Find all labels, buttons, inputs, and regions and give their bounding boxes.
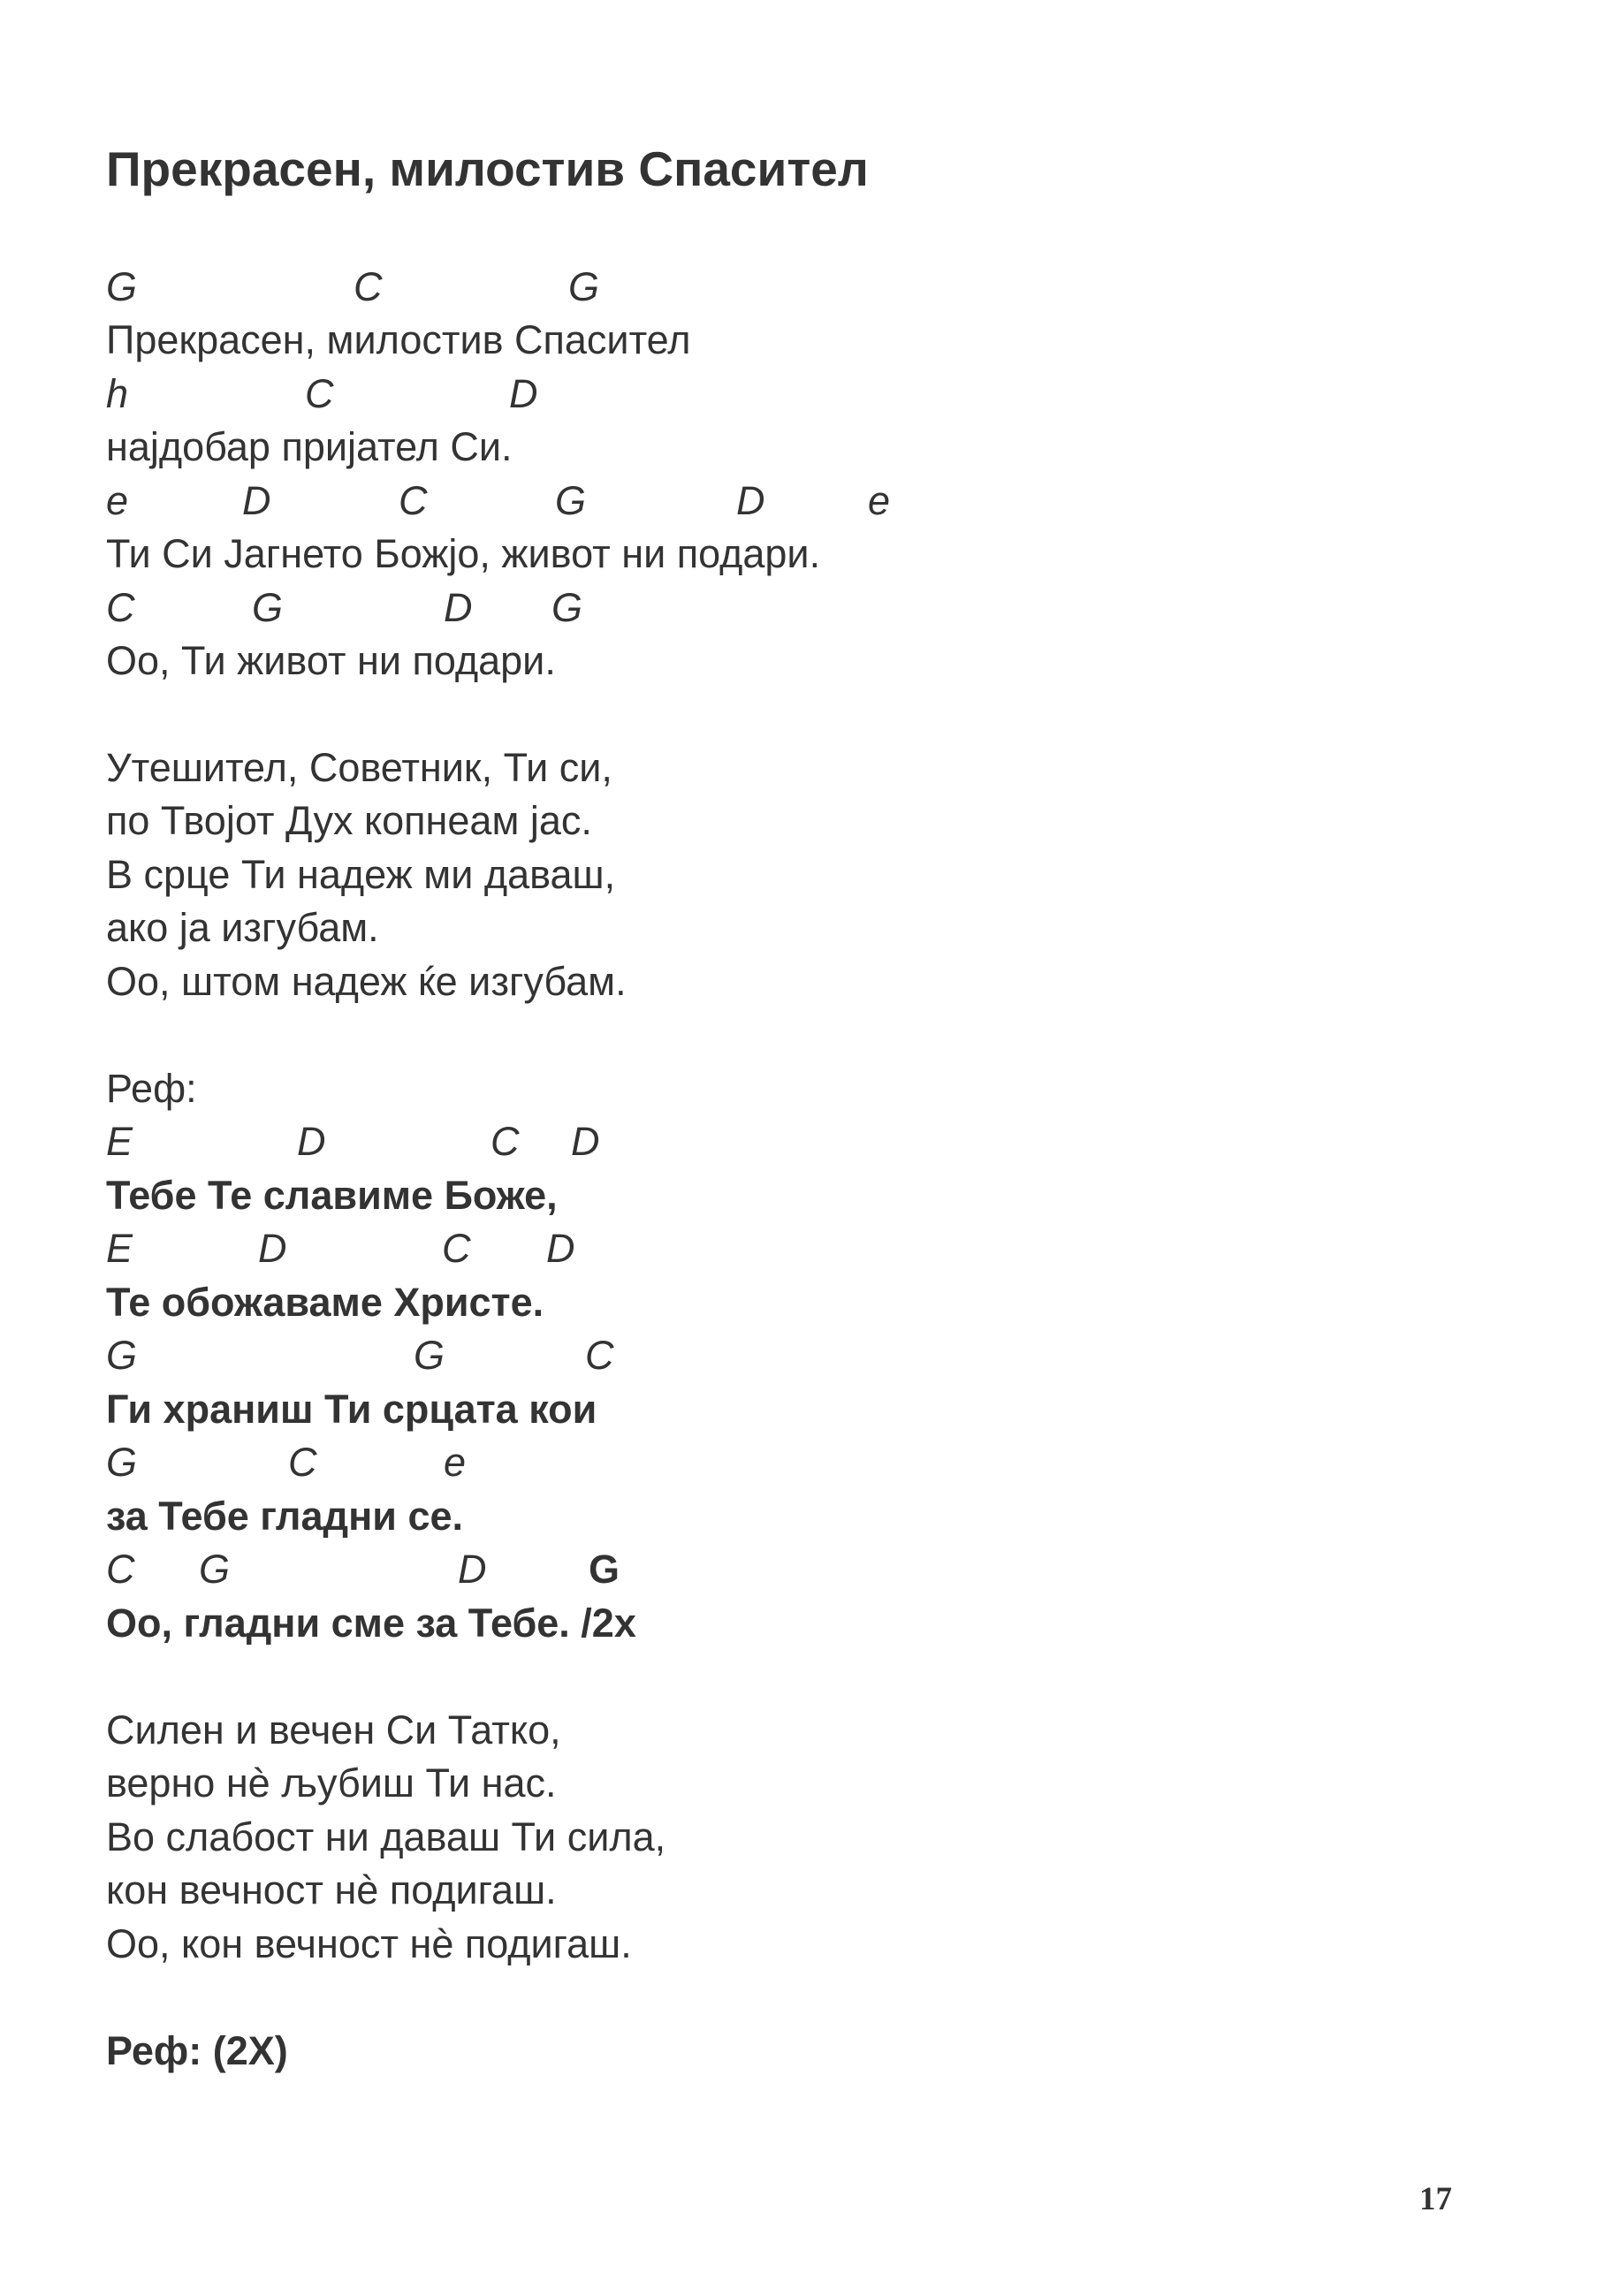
chord: D xyxy=(242,478,271,523)
chord: G xyxy=(106,264,138,309)
chord: D xyxy=(297,1119,326,1164)
chord: G xyxy=(555,478,587,523)
chord: G xyxy=(106,1333,138,1378)
chord: D xyxy=(571,1119,600,1164)
lyric-line: најдобар пријател Си. xyxy=(106,424,513,469)
chord: G xyxy=(252,585,284,630)
page-number: 17 xyxy=(1419,2181,1452,2217)
chord-row xyxy=(0,1335,1597,1380)
lyric-line: верно нè љубиш Ти нас. xyxy=(106,1760,557,1806)
chord: e xyxy=(106,478,129,523)
chord: C xyxy=(288,1440,317,1485)
chord: D xyxy=(458,1547,487,1592)
lyric-line: ако ја изгубам. xyxy=(106,905,379,950)
chord: e xyxy=(444,1440,467,1485)
lyric-line: Ги храниш Ти срцата кои xyxy=(106,1387,597,1432)
chord: G xyxy=(568,264,600,309)
chord: C xyxy=(106,585,135,630)
lyric-line: Оо, гладни сме за Тебе. /2x xyxy=(106,1600,636,1646)
chord: G xyxy=(551,585,583,630)
lyric-line: Оо, кон вечност нè подигаш. xyxy=(106,1921,632,1966)
chord-row xyxy=(0,1228,1597,1273)
chord: C xyxy=(491,1119,520,1164)
chord: G xyxy=(589,1547,620,1592)
lyric-line: по Твојот Дух копнеам јас. xyxy=(106,798,592,843)
chord: C xyxy=(399,478,428,523)
chord-row xyxy=(0,1442,1597,1486)
chord: C xyxy=(106,1547,135,1592)
chord-row xyxy=(0,478,1597,525)
refrain-label: Реф: xyxy=(106,1066,197,1111)
chord: D xyxy=(444,585,473,630)
lyric-line: Те обожаваме Христе. xyxy=(106,1280,544,1325)
lyric-line: Оо, штом надеж ќе изгубам. xyxy=(106,959,627,1004)
chord: D xyxy=(258,1226,287,1271)
chord: E xyxy=(106,1226,133,1271)
chord: C xyxy=(305,371,334,416)
chord: C xyxy=(354,264,383,309)
lyric-line: Силен и вечен Си Татко, xyxy=(106,1707,561,1752)
chord-row xyxy=(0,585,1597,632)
chord: G xyxy=(199,1547,231,1592)
chord-row xyxy=(0,1549,1597,1593)
chord: C xyxy=(442,1226,471,1271)
song-title: Прекрасен, милостив Спасител xyxy=(106,141,869,196)
lyric-line: Прекрасен, милостив Спасител xyxy=(106,317,691,362)
lyric-line: Во слабост ни даваш Ти сила, xyxy=(106,1814,666,1859)
chord-row xyxy=(0,264,1597,311)
chord: e xyxy=(868,478,891,523)
chord: G xyxy=(106,1440,138,1485)
chord-row xyxy=(0,1121,1597,1166)
chord: E xyxy=(106,1119,133,1164)
chord-row xyxy=(0,371,1597,418)
lyric-line: кон вечност нè подигаш. xyxy=(106,1867,557,1912)
lyric-line: Оо, Ти живот ни подари. xyxy=(106,638,556,683)
lyric-line: В срце Ти надеж ми даваш, xyxy=(106,852,616,897)
chord: C xyxy=(585,1333,614,1378)
refrain-repeat: Реф: (2X) xyxy=(106,2028,288,2073)
chord: D xyxy=(546,1226,575,1271)
chord: G xyxy=(414,1333,445,1378)
chord: D xyxy=(509,371,538,416)
lyric-line: Утешител, Советник, Ти си, xyxy=(106,745,612,790)
chord: D xyxy=(736,478,765,523)
chord: h xyxy=(106,371,129,416)
lyric-line: Ти Си Јагнето Божјо, живот ни подари. xyxy=(106,531,821,576)
lyric-line: за Тебе гладни се. xyxy=(106,1494,464,1539)
lyric-line: Тебе Те славиме Боже, xyxy=(106,1173,558,1218)
